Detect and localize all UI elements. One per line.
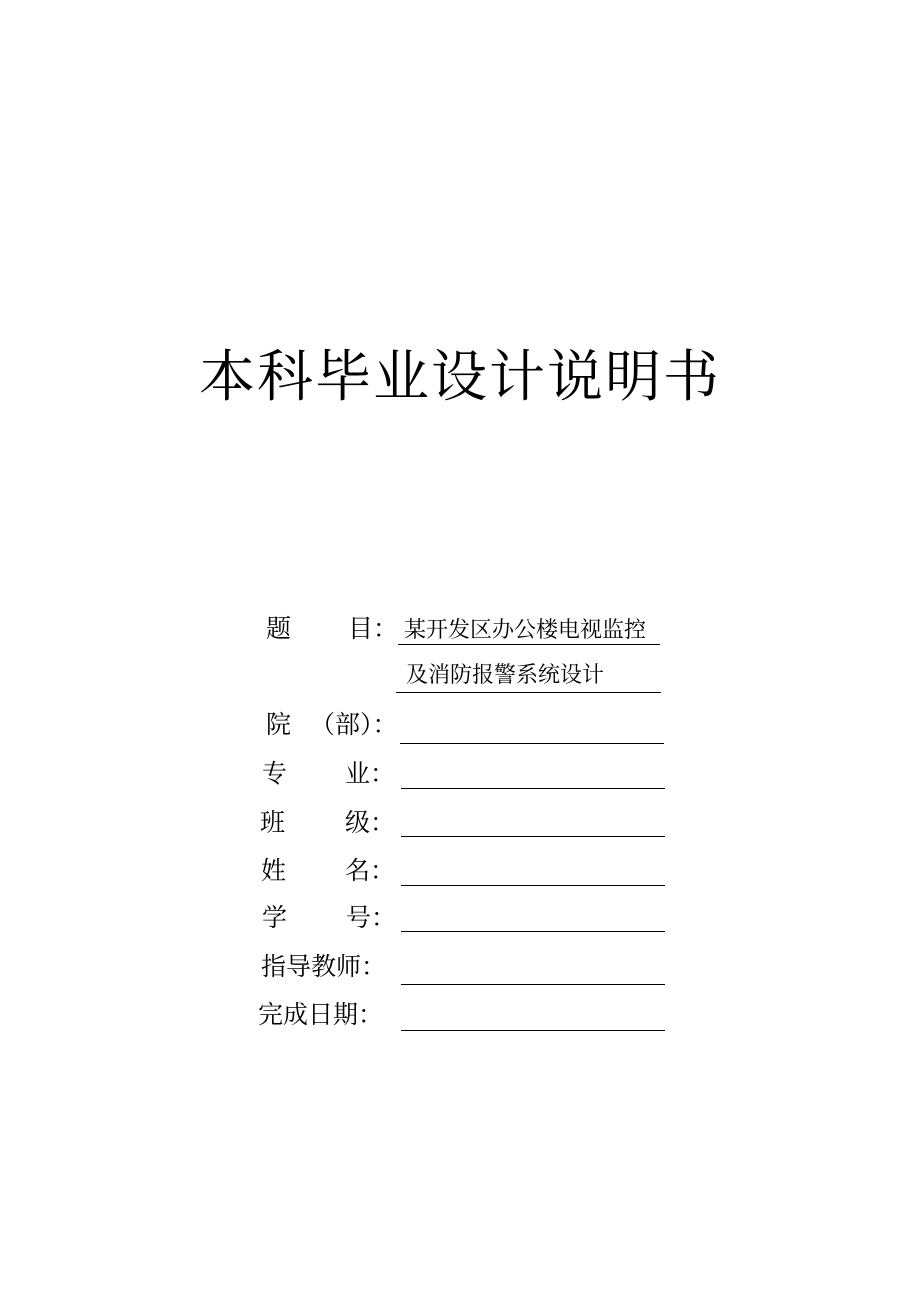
name-label-part2: 名： <box>345 856 396 885</box>
student-id-label-part1: 学 <box>262 903 288 932</box>
class-label-part1: 班 <box>260 808 286 837</box>
department-label-part2: （部）： <box>310 710 398 739</box>
page-title: 本科毕业设计说明书 <box>199 345 721 410</box>
major-field-line[interactable] <box>401 788 665 789</box>
class-field-line[interactable] <box>401 836 665 837</box>
major-label-part1: 专 <box>262 759 288 788</box>
department-label-part1: 院 <box>266 710 292 739</box>
completion-date-field-line[interactable] <box>401 1030 665 1031</box>
department-field-line[interactable] <box>400 743 664 744</box>
completion-date-label: 完成日期： <box>258 1000 384 1029</box>
class-label-part2: 级： <box>345 808 396 837</box>
topic-value-line2: 及消防报警系统设计 <box>406 663 605 688</box>
topic-value-line1: 某开发区办公楼电视监控 <box>404 618 647 643</box>
student-id-label-part2: 号： <box>346 903 397 932</box>
major-label-part2: 业： <box>345 759 396 788</box>
advisor-field-line[interactable] <box>401 984 665 985</box>
advisor-label: 指导教师： <box>261 952 387 981</box>
name-label-part1: 姓 <box>261 856 287 885</box>
name-field-line[interactable] <box>401 885 665 886</box>
topic-underline-2 <box>396 692 661 693</box>
student-id-field-line[interactable] <box>401 931 665 932</box>
topic-label-part2: 目： <box>348 614 399 643</box>
topic-underline-1 <box>398 644 660 645</box>
topic-label-part1: 题 <box>266 614 292 643</box>
